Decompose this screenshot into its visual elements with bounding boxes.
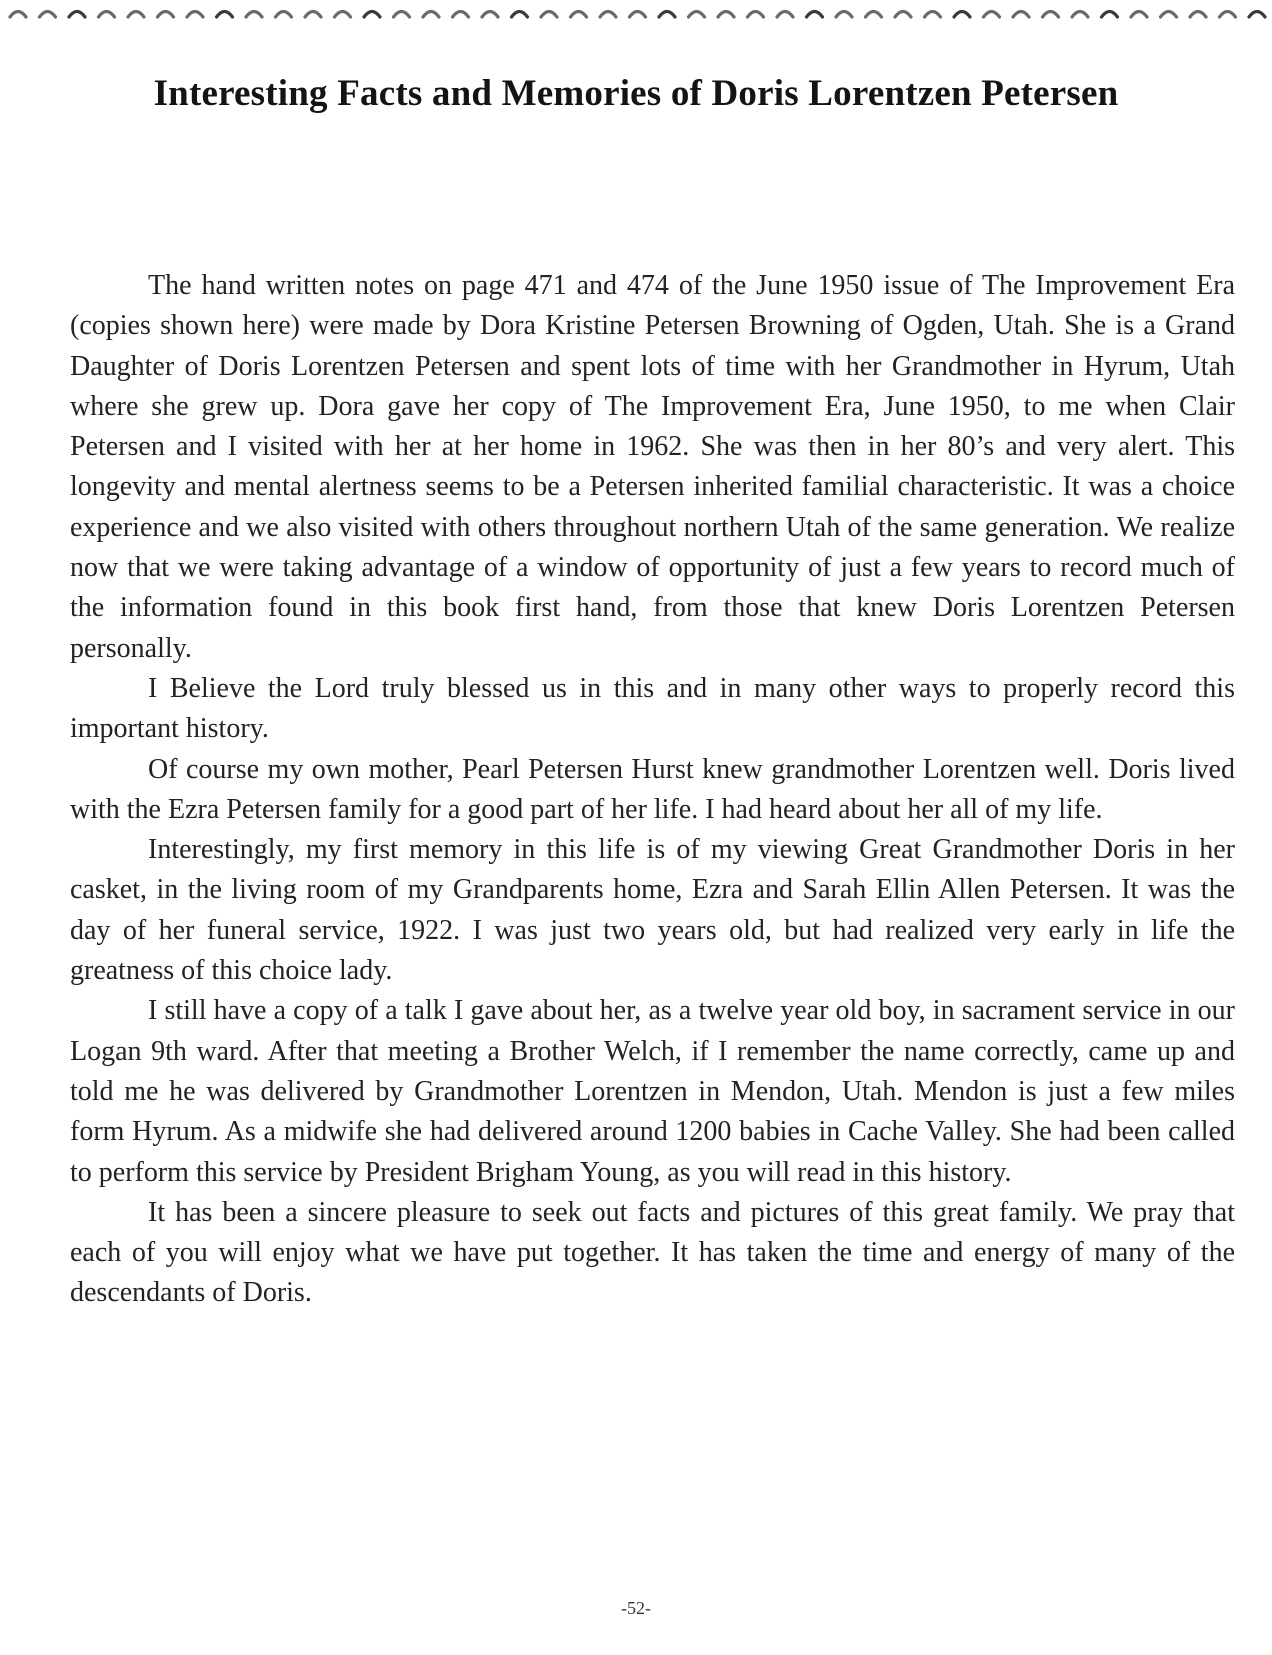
binding-hole-mark	[866, 12, 882, 18]
binding-hole-mark	[276, 12, 292, 18]
binding-hole-mark	[777, 12, 793, 18]
binding-hole-mark	[1043, 12, 1059, 18]
paragraph-4: Interestingly, my first memory in this life is of my viewing Great Grandmother Doris in her casket, in the living room of my Grandparents home, Ezra and Sarah Ellin Allen Petersen. It was the day of her funeral service, 1922. I was just two years old, but had realized very early in life the greatness of this choice lady.	[70, 834, 1235, 987]
binding-hole-mark	[1220, 12, 1236, 18]
binding-hole-mark	[895, 12, 911, 18]
binding-hole-mark	[246, 12, 262, 18]
page-number: -52-	[621, 1598, 651, 1618]
binding-hole-mark	[69, 12, 85, 18]
binding-hole-mark	[1161, 12, 1177, 18]
binding-hole-mark	[187, 12, 203, 18]
binding-hole-mark	[394, 12, 410, 18]
page-title: Interesting Facts and Memories of Doris Lorentzen Petersen	[153, 73, 1119, 114]
binding-hole-mark	[335, 12, 351, 18]
paragraph-3: Of course my own mother, Pearl Petersen Hurst knew grandmother Lorentzen well. Doris lived with the Ezra Petersen family for a good part of her life. I had heard about her all of my life.	[70, 753, 1235, 825]
paragraph-5: I still have a copy of a talk I gave about her, as a twelve year old boy, in sacrament service in our Logan 9th ward. After that meeting a Brother Welch, if I remember the name correctly, came up and told me he was delivered by Grandmother Lorentzen in Mendon, Utah. Mendon is just a few miles form Hyrum. As a midwife she had delivered around 1200 babies in Cache Valley. She had been called to perform this service by President Brigham Young, as you will read in this history.	[70, 995, 1235, 1188]
body-text	[70, 266, 1235, 1314]
paragraph-1: The hand written notes on page 471 and 474 of the June 1950 issue of The Improvement Era (copies shown here) were made by Dora Kristine Petersen Browning of Ogden, Utah. She is a Grand Daughter of Doris Lorentzen Petersen and spent lots of time with her Grandmother in Hyrum, Utah where she grew up. Dora gave her copy of The Improvement Era, June 1950, to me when Clair Petersen and I visited with her at her home in 1962. She was then in her 80’s and very alert. This longevity and mental alertness seems to be a Petersen inherited familial characteristic. It was a choice experience and we also visited with others throughout northern Utah of the same generation. We realize now that we were taking advantage of a window of opportunity of just a few years to record much of the information found in this book first hand, from those that knew Doris Lorentzen Petersen personally.	[70, 270, 1235, 664]
binding-hole-mark	[659, 12, 675, 18]
binding-hole-mark	[1102, 12, 1118, 18]
binding-hole-mark	[10, 12, 26, 18]
binding-hole-mark	[984, 12, 1000, 18]
binding-hole-mark	[40, 12, 56, 18]
binding-hole-mark	[748, 12, 764, 18]
binding-hole-mark	[1131, 12, 1147, 18]
binding-hole-mark	[807, 12, 823, 18]
binding-hole-mark	[600, 12, 616, 18]
binding-hole-mark	[630, 12, 646, 18]
binding-hole-mark	[541, 12, 557, 18]
spiral-binding-edge	[0, 0, 1272, 26]
binding-hole-mark	[925, 12, 941, 18]
binding-hole-mark	[158, 12, 174, 18]
binding-hole-mark	[1072, 12, 1088, 18]
binding-hole-mark	[954, 12, 970, 18]
binding-hole-mark	[689, 12, 705, 18]
binding-hole-mark	[99, 12, 115, 18]
paragraph-2: I Believe the Lord truly blessed us in this and in many other ways to properly record this important history.	[70, 672, 1235, 745]
binding-hole-mark	[1013, 12, 1029, 18]
binding-hole-mark	[217, 12, 233, 18]
paragraph-6: It has been a sincere pleasure to seek out facts and pictures of this great family. We pray that each of you will enjoy what we have put together. It has taken the time and energy of many of the descendants of Doris.	[70, 1196, 1235, 1309]
binding-hole-mark	[364, 12, 380, 18]
binding-hole-mark	[512, 12, 528, 18]
binding-hole-mark	[128, 12, 144, 18]
binding-hole-mark	[1190, 12, 1206, 18]
binding-hole-mark	[571, 12, 587, 18]
binding-hole-mark	[423, 12, 439, 18]
binding-hole-mark	[453, 12, 469, 18]
binding-hole-mark	[305, 12, 321, 18]
binding-hole-mark	[1249, 12, 1265, 18]
binding-hole-mark	[836, 12, 852, 18]
binding-hole-mark	[482, 12, 498, 18]
binding-hole-mark	[718, 12, 734, 18]
